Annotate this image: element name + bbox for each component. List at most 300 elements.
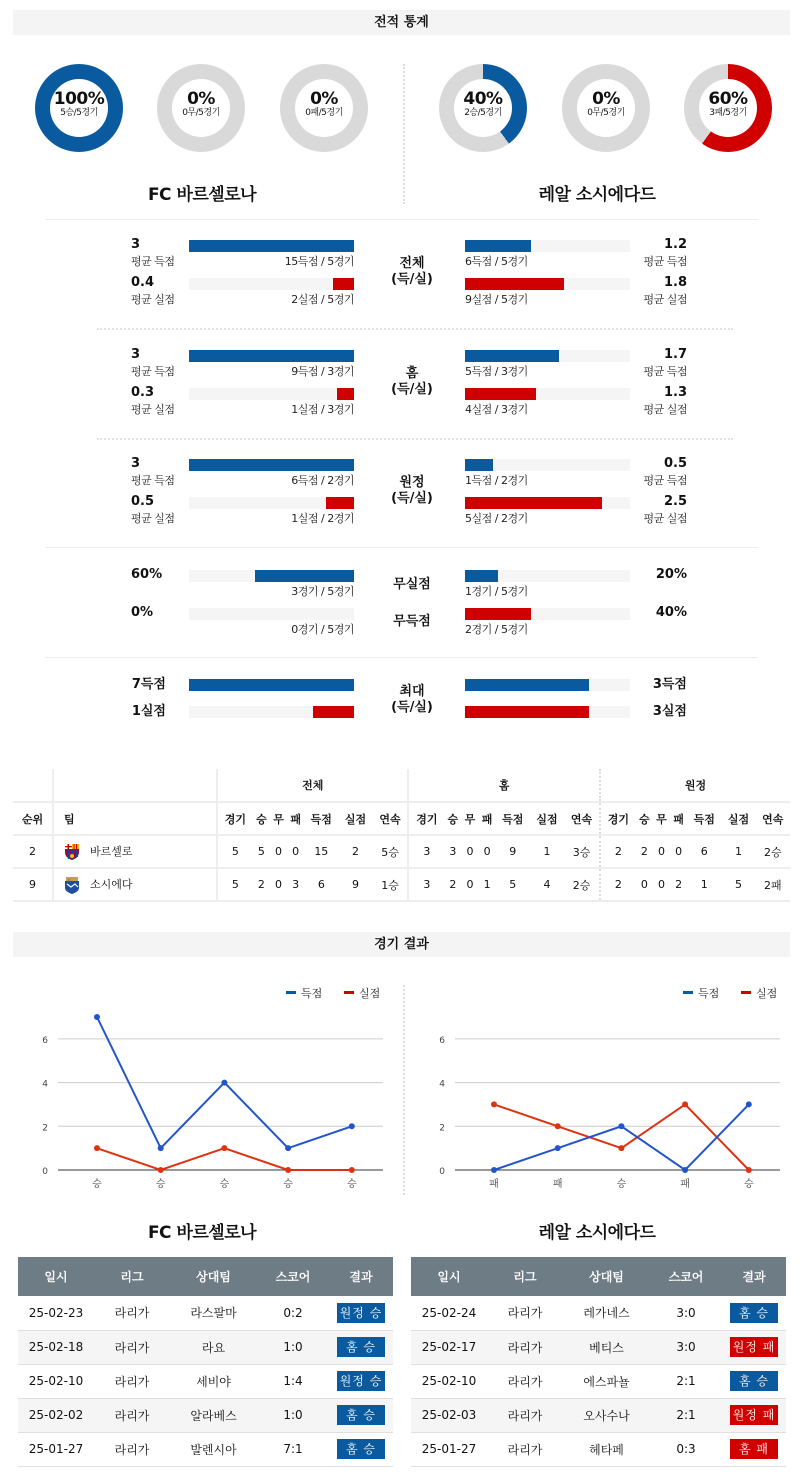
rank: 9: [13, 868, 53, 901]
away-stat-value: 1.8: [663, 275, 687, 290]
home-stat-label: 평균 득점: [131, 255, 175, 268]
away-stat-value: 1.3: [663, 385, 687, 400]
column-header: 패: [670, 802, 687, 835]
away-stat-caption: 9실점 / 5경기: [465, 293, 528, 306]
legend-scored-icon: [286, 991, 296, 994]
away-clean-bar: [465, 608, 630, 620]
away-team-donut-2: [684, 64, 772, 152]
away-team-donut-0: [439, 64, 527, 152]
match-date: 25-02-18: [18, 1330, 94, 1364]
group-header-away: 원정: [600, 769, 790, 802]
home-stat-caption: 15득점 / 5경기: [284, 255, 354, 268]
match-score: 1:0: [257, 1398, 329, 1432]
donut-percent: 0%: [187, 89, 215, 109]
column-header: 무: [270, 802, 287, 835]
home-team-name: FC 바르셀로나: [147, 185, 257, 205]
result-badge: 홈 승: [730, 1303, 778, 1323]
match-score: 3:0: [650, 1296, 722, 1330]
away-stat-caption: 5득점 / 3경기: [465, 365, 528, 378]
stat-group-label-line1: 전체: [399, 256, 425, 271]
away-stat-caption: 6득점 / 5경기: [465, 255, 528, 268]
donut-center: [577, 79, 635, 137]
match-league: 라리가: [487, 1296, 563, 1330]
match-result-cell: [722, 1398, 786, 1432]
result-badge: 원정 패: [730, 1337, 778, 1357]
standings-row: [13, 835, 790, 868]
stat-cell: 3: [287, 868, 304, 901]
divider: [45, 657, 758, 658]
y-tick-label: 6: [42, 1035, 48, 1046]
standings-table: [13, 769, 790, 902]
stat-cell: 0: [270, 868, 287, 901]
away-max-value: 3실점: [652, 704, 687, 719]
bar-fill: [189, 350, 354, 362]
home-clean-caption: 0경기 / 5경기: [291, 623, 354, 636]
home-stat-value: 0.5: [131, 494, 155, 509]
dotted-divider: [97, 328, 733, 330]
away-clean-caption: 2경기 / 5경기: [465, 623, 528, 636]
standings-row: [13, 868, 790, 901]
match-opponent: 에스파뇰: [563, 1364, 650, 1398]
data-point: [491, 1167, 497, 1173]
no-score-label: 무득점: [393, 614, 431, 629]
donut-percent: 40%: [463, 89, 503, 109]
away-stat-value: 0.5: [663, 456, 687, 471]
column-header: 무: [653, 802, 670, 835]
data-point: [94, 1145, 100, 1151]
column-header: 경기: [408, 802, 444, 835]
home-max-bar: [189, 706, 354, 718]
column-header: 연속: [756, 802, 790, 835]
column-header: 패: [479, 802, 496, 835]
data-point: [285, 1167, 291, 1173]
legend-conceded-label: 실점: [756, 987, 778, 1000]
away-stat-bar: [465, 497, 630, 509]
results-column-header: 스코어: [650, 1257, 722, 1296]
stat-cell: 0: [479, 835, 496, 868]
legend-scored-icon: [683, 991, 693, 994]
x-tick-label: 패: [552, 1179, 563, 1190]
stat-group-label-line1: 원정: [399, 475, 425, 490]
match-row[interactable]: [18, 1398, 393, 1432]
x-tick-label: 승: [346, 1179, 357, 1190]
column-header: 득점: [304, 802, 338, 835]
match-score: 0:3: [650, 1432, 722, 1466]
stat-cell: 5: [496, 868, 530, 901]
bar-fill: [465, 350, 559, 362]
y-tick-label: 2: [42, 1123, 48, 1134]
results-column-header: 스코어: [257, 1257, 329, 1296]
sociedad-crest-icon: [64, 876, 80, 894]
home-stat-label: 평균 실점: [131, 512, 175, 525]
match-result-cell: [722, 1296, 786, 1330]
data-point: [746, 1101, 752, 1107]
group-header-home: 홈: [408, 769, 599, 802]
match-row[interactable]: [411, 1364, 786, 1398]
data-point: [349, 1123, 355, 1129]
match-result-cell: [722, 1432, 786, 1466]
stat-cell: 1승: [373, 868, 409, 901]
home-clean-bar: [189, 570, 354, 582]
match-result-cell: [722, 1330, 786, 1364]
bar-fill: [189, 459, 354, 471]
data-point: [221, 1080, 227, 1086]
home-clean-value: 0%: [131, 605, 154, 620]
column-header: 연속: [564, 802, 600, 835]
donut-percent: 0%: [310, 89, 338, 109]
stat-cell: 0: [461, 835, 478, 868]
away-stat-label: 평균 실점: [643, 293, 687, 306]
away-stat-bar: [465, 240, 630, 252]
match-opponent: 레가네스: [563, 1296, 650, 1330]
stat-group-label: [360, 475, 464, 507]
divider: [45, 547, 758, 548]
conceded-line: [97, 1148, 352, 1170]
donut-subtitle: 3패/5경기: [709, 108, 747, 118]
match-row[interactable]: [411, 1330, 786, 1364]
stat-cell: 2: [444, 868, 461, 901]
y-tick-label: 0: [439, 1167, 445, 1177]
match-league: 라리가: [487, 1398, 563, 1432]
column-header: 승: [253, 802, 270, 835]
legend-conceded-label: 실점: [359, 987, 381, 1000]
bar-fill: [465, 240, 531, 252]
away-stat-label: 평균 실점: [643, 403, 687, 416]
match-date: 25-02-02: [18, 1398, 94, 1432]
match-result-cell: [722, 1364, 786, 1398]
match-opponent: 알라베스: [170, 1398, 257, 1432]
donut-subtitle: 2승/5경기: [464, 108, 502, 118]
clean-sheet-label: 무실점: [393, 577, 431, 592]
match-opponent: 헤타페: [563, 1432, 650, 1466]
stat-group-label-line1: 홈: [405, 366, 419, 381]
home-clean-value: 60%: [131, 567, 163, 582]
donut-percent: 60%: [708, 89, 748, 109]
bar-fill: [465, 706, 589, 718]
donut-subtitle: 5승/5경기: [60, 108, 98, 118]
donut-subtitle: 0패/5경기: [305, 108, 343, 118]
away-clean-bar: [465, 570, 630, 582]
y-tick-label: 4: [42, 1079, 48, 1090]
stat-cell: 6: [304, 868, 338, 901]
stat-cell: 3: [444, 835, 461, 868]
donut-center: [295, 79, 353, 137]
stat-group-label-line2: (득/실): [391, 272, 433, 287]
match-row[interactable]: [18, 1296, 393, 1330]
match-score: 1:4: [257, 1364, 329, 1398]
column-header: 실점: [530, 802, 564, 835]
home-stat-caption: 2실점 / 5경기: [291, 293, 354, 306]
home-stat-caption: 1실점 / 2경기: [291, 512, 354, 525]
legend-scored-label: 득점: [301, 987, 323, 1000]
match-league: 라리가: [94, 1330, 170, 1364]
max-label-line2: (득/실): [391, 700, 433, 715]
stat-cell: 15: [304, 835, 338, 868]
team-divider: [403, 64, 405, 204]
x-tick-label: 승: [219, 1179, 230, 1190]
bar-fill: [465, 570, 498, 582]
x-tick-label: 승: [283, 1179, 293, 1190]
donut-center: [50, 79, 108, 137]
home-stat-value: 0.3: [131, 385, 155, 400]
column-header: 순위: [13, 802, 53, 835]
home-stat-caption: 6득점 / 2경기: [291, 474, 354, 487]
away-stat-bar: [465, 350, 630, 362]
legend-conceded-icon: [741, 991, 751, 994]
column-header: 무: [461, 802, 478, 835]
x-tick-label: 승: [92, 1179, 102, 1190]
results-column-header: 결과: [722, 1257, 786, 1296]
results-column-header: 리그: [487, 1257, 563, 1296]
match-opponent: 발렌시아: [170, 1432, 257, 1466]
match-league: 라리가: [487, 1364, 563, 1398]
results-column-header: 결과: [329, 1257, 393, 1296]
stat-cell: 2: [600, 868, 636, 901]
y-tick-label: 0: [42, 1167, 48, 1177]
match-opponent: 세비야: [170, 1364, 257, 1398]
bar-fill: [465, 497, 602, 509]
home-stat-bar: [189, 278, 354, 290]
home-stat-caption: 1실점 / 3경기: [291, 403, 354, 416]
bar-fill: [465, 679, 589, 691]
stat-cell: 0: [461, 868, 478, 901]
stat-cell: 2승: [756, 835, 790, 868]
data-point: [285, 1145, 291, 1151]
match-league: 라리가: [487, 1432, 563, 1466]
column-header: 득점: [496, 802, 530, 835]
away-stat-label: 평균 득점: [643, 255, 687, 268]
home-results-table: [18, 1257, 393, 1467]
data-point: [746, 1167, 752, 1173]
match-score: 2:1: [650, 1398, 722, 1432]
home-stat-caption: 9득점 / 3경기: [291, 365, 354, 378]
column-header: 승: [636, 802, 653, 835]
home-results-line-chart: [13, 975, 393, 1200]
stat-cell: 5: [253, 835, 270, 868]
stat-cell: 2패: [756, 868, 790, 901]
donut-subtitle: 0무/5경기: [182, 108, 220, 118]
stat-cell: 0: [670, 835, 687, 868]
bar-fill: [465, 608, 531, 620]
column-header: 실점: [338, 802, 372, 835]
stat-cell: 2승: [564, 868, 600, 901]
match-result-cell: [329, 1398, 393, 1432]
y-tick-label: 6: [439, 1035, 445, 1046]
match-date: 25-02-10: [411, 1364, 487, 1398]
result-badge: 원정 승: [337, 1371, 385, 1391]
group-header-total: 전체: [217, 769, 408, 802]
away-results-table: [411, 1257, 786, 1467]
team-name: 소시에다: [90, 877, 133, 891]
stat-cell: 5: [217, 835, 253, 868]
away-team-name: 레알 소시에다드: [538, 185, 656, 205]
away-team-donut-1: [562, 64, 650, 152]
stat-cell: 6: [687, 835, 721, 868]
x-tick-label: 패: [489, 1179, 499, 1190]
bar-fill: [189, 679, 354, 691]
data-point: [158, 1167, 164, 1173]
match-opponent: 베티스: [563, 1330, 650, 1364]
home-max-value: 1실점: [131, 704, 166, 719]
match-row[interactable]: [18, 1364, 393, 1398]
home-results-team-name: FC 바르셀로나: [147, 1223, 257, 1243]
result-badge: 홈 승: [337, 1439, 385, 1459]
stat-cell: 2: [338, 835, 372, 868]
home-stat-label: 평균 득점: [131, 474, 175, 487]
column-header: 연속: [373, 802, 409, 835]
match-date: 25-02-23: [18, 1296, 94, 1330]
column-header: 승: [444, 802, 461, 835]
data-point: [555, 1145, 561, 1151]
stat-cell: 1: [721, 835, 755, 868]
stat-cell: 2: [253, 868, 270, 901]
data-point: [618, 1145, 624, 1151]
stat-cell: 5: [217, 868, 253, 901]
results-column-header: 상대팀: [170, 1257, 257, 1296]
home-stat-bar: [189, 459, 354, 471]
column-header: 실점: [721, 802, 755, 835]
away-stat-label: 평균 득점: [643, 474, 687, 487]
data-point: [349, 1167, 355, 1173]
stat-cell: 0: [653, 835, 670, 868]
home-max-bar: [189, 679, 354, 691]
team-name: 바르셀로: [90, 844, 133, 858]
dotted-divider: [97, 438, 733, 440]
stat-cell: 1: [479, 868, 496, 901]
result-badge: 홈 승: [730, 1371, 778, 1391]
match-league: 라리가: [94, 1364, 170, 1398]
bar-fill: [465, 459, 493, 471]
match-result-cell: [329, 1330, 393, 1364]
donut-subtitle: 0무/5경기: [587, 108, 625, 118]
barcelona-crest-icon: [64, 843, 80, 861]
x-tick-label: 승: [616, 1179, 627, 1190]
stat-cell: 2: [670, 868, 687, 901]
match-date: 25-01-27: [411, 1432, 487, 1466]
x-tick-label: 패: [680, 1179, 690, 1190]
y-tick-label: 4: [439, 1079, 445, 1090]
match-score: 0:2: [257, 1296, 329, 1330]
rank: 2: [13, 835, 53, 868]
match-date: 25-01-27: [18, 1432, 94, 1466]
match-row[interactable]: [411, 1296, 786, 1330]
match-row[interactable]: [18, 1330, 393, 1364]
match-league: 라리가: [487, 1330, 563, 1364]
stat-cell: 5승: [373, 835, 409, 868]
home-team-donut-2: [280, 64, 368, 152]
match-result-cell: [329, 1364, 393, 1398]
stat-group-label: [360, 366, 464, 398]
stat-group-label: [360, 256, 464, 288]
results-column-header: 상대팀: [563, 1257, 650, 1296]
away-stat-caption: 4실점 / 3경기: [465, 403, 528, 416]
result-badge: 홈 승: [337, 1337, 385, 1357]
bar-fill: [326, 497, 354, 509]
away-stat-label: 평균 득점: [643, 365, 687, 378]
home-clean-caption: 3경기 / 5경기: [291, 585, 354, 598]
match-league: 라리가: [94, 1398, 170, 1432]
donut-percent: 100%: [53, 89, 105, 109]
away-stat-label: 평균 실점: [643, 512, 687, 525]
column-header: 패: [287, 802, 304, 835]
home-stat-bar: [189, 350, 354, 362]
donut-percent: 0%: [592, 89, 620, 109]
match-date: 25-02-03: [411, 1398, 487, 1432]
stat-cell: 9: [496, 835, 530, 868]
home-stat-value: 3: [131, 456, 141, 471]
bar-fill: [333, 278, 354, 290]
match-date: 25-02-17: [411, 1330, 487, 1364]
stat-cell: 4: [530, 868, 564, 901]
home-max-value: 7득점: [131, 677, 166, 692]
stat-cell: 9: [338, 868, 372, 901]
donut-center: [172, 79, 230, 137]
bar-fill: [465, 388, 536, 400]
home-stat-label: 평균 실점: [131, 293, 175, 306]
match-score: 1:0: [257, 1330, 329, 1364]
data-point: [94, 1014, 100, 1020]
match-row[interactable]: [18, 1432, 393, 1466]
legend-scored-label: 득점: [698, 987, 720, 1000]
blank-header: [13, 769, 53, 802]
results-section-title: 경기 결과: [13, 932, 790, 957]
match-row[interactable]: [411, 1398, 786, 1432]
y-tick-label: 2: [439, 1123, 445, 1134]
away-max-value: 3득점: [652, 677, 687, 692]
away-stat-bar: [465, 278, 630, 290]
away-stat-value: 1.7: [663, 347, 687, 362]
stat-cell: 3: [408, 835, 444, 868]
match-result-cell: [329, 1296, 393, 1330]
stat-cell: 0: [287, 835, 304, 868]
away-clean-value: 40%: [655, 605, 687, 620]
result-badge: 원정 패: [730, 1405, 778, 1425]
team-cell[interactable]: [53, 835, 217, 868]
stat-group-label-line2: (득/실): [391, 491, 433, 506]
scored-line: [494, 1104, 749, 1170]
results-column-header: 리그: [94, 1257, 170, 1296]
home-stat-label: 평균 실점: [131, 403, 175, 416]
home-stat-value: 3: [131, 347, 141, 362]
team-cell[interactable]: [53, 868, 217, 901]
match-date: 25-02-24: [411, 1296, 487, 1330]
home-stat-value: 3: [131, 237, 141, 252]
max-label: [360, 684, 464, 716]
away-stat-value: 1.2: [663, 237, 687, 252]
bar-fill: [189, 240, 354, 252]
match-row[interactable]: [411, 1432, 786, 1466]
match-opponent: 라요: [170, 1330, 257, 1364]
home-clean-bar: [189, 608, 354, 620]
stat-cell: 1: [530, 835, 564, 868]
donut-center: [699, 79, 757, 137]
away-results-line-chart: [410, 975, 790, 1200]
bar-fill: [313, 706, 354, 718]
column-header: 경기: [217, 802, 253, 835]
bar-fill: [337, 388, 354, 400]
divider: [45, 219, 758, 220]
result-badge: 원정 승: [337, 1303, 385, 1323]
bar-fill: [255, 570, 354, 582]
home-team-donut-1: [157, 64, 245, 152]
home-stat-value: 0.4: [131, 275, 155, 290]
data-point: [682, 1101, 688, 1107]
match-opponent: 라스팔마: [170, 1296, 257, 1330]
away-max-bar: [465, 679, 630, 691]
donut-center: [454, 79, 512, 137]
data-point: [555, 1123, 561, 1129]
max-label-line1: 최대: [399, 684, 425, 699]
